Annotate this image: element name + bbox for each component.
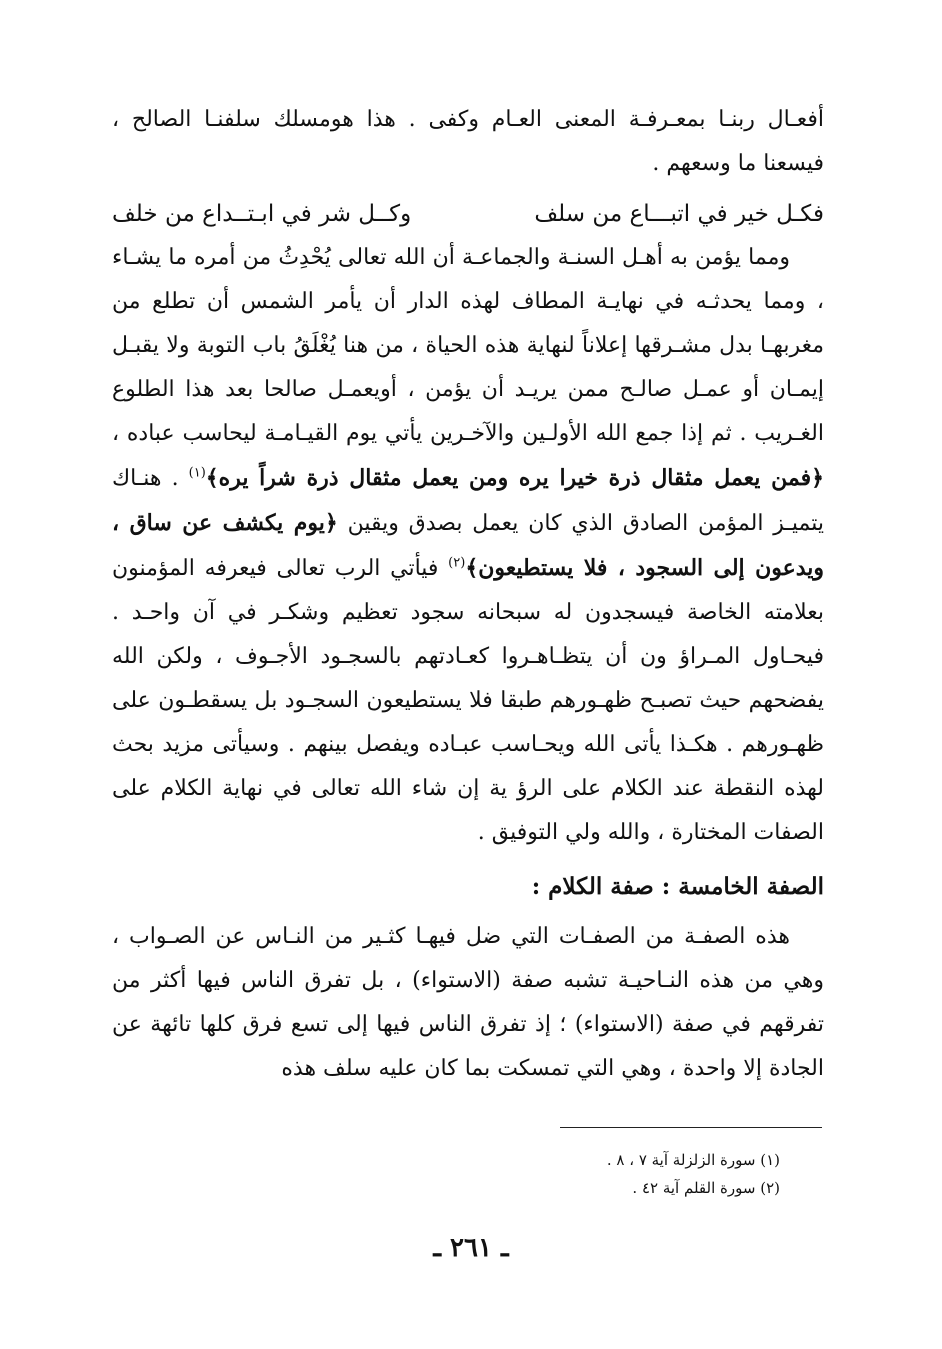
paragraph-3: هذه الصفـة من الصفـات التي ضل فيهـا كثـير من النـاس عن الصـواب ، وهي من هذه النـاحيـة تشبه صفة (الاستواء) ، بل تفرق الناس فيها أكثر من تفرقهم في صفة (الاستواء) ؛ إذ تفرق الناس فيها إلى تسع فرق كلها تائهة عن الجادة إلا واحدة ، وهي التي تمسكت بما كان عليه سلف هذه: [112, 924, 824, 1081]
poem-hemistich-2: وكــل شر في ابـتــداع من خلف: [112, 201, 412, 227]
quran-quote-2: ﴿يوم يكشف عن ساق ، ويدعون إلى السجود ، فلا يستطيعون﴾: [112, 510, 825, 581]
paragraph-2: [112, 236, 824, 855]
paragraph-1: أفعـال ربنـا بمعـرفـة المعنى العـام وكفى . هذا هومسلك سلفنـا الصالح ، فيسعنا ما وسعهم .: [112, 107, 824, 176]
paragraph-2-part-3: فيأتي الرب تعالى فيعرفه المؤمنون بعلامته الخاصة فيسجدون له سبحانه سجود تعظيم وشكـر في آن واحـد . فيحـاول المـراؤ ون أن يتظـاهـروا كعـادتهم بالسجـود الأجـوف ، ولكن الله يفضحهم حيث تصبـح ظهـورهم طبقا فلا يستطيعون السجـود بل يسقطـون على ظهـورهم . هكـذا يأتى الله ويحـاسب عبـاده ويفصل بينهم . وسيأتى مزيد بحث لهذه النقطة عند الكلام على الرؤ ية إن شاء الله تعالى في نهاية الكلام على الصفات المختارة ، والله ولي التوفيق .: [112, 556, 825, 845]
page-number: ـ ٢٦١ ـ: [433, 1233, 509, 1263]
poem-verse: [112, 192, 824, 236]
footnotes: [400, 1146, 780, 1202]
poem-hemistich-1: فكـل خير في اتبـــاع من سلف: [534, 201, 824, 227]
footnote-2: (٢) سورة القلم آية ٤٢ .: [632, 1179, 780, 1197]
footnote-ref-1: (١): [188, 465, 206, 481]
paragraph-2-part-1: ومما يؤمن به أهـل السنـة والجماعـة أن الله تعالى يُحْدِثُ من أمره ما يشـاء ، ومما يحدثـه في نهايـة المطاف لهذه الدار أن يأمر الشمس أن تطلع من مغربهـا بدل مشـرقها إعلاناً لنهاية هذه الحياة ، من هنا يُغْلَقُ باب التوبة ولا يقبـل إيمـان أو عمـل صالـح ممن يريـد أن يؤمن ، أويعمـل صالحا بعد هذا الطلوع الغـريب . ثم إذا جمع الله الأولـين والآخـرين يأتي يوم القيـامـة ليحاسب عباده ،: [112, 245, 824, 446]
section-heading: الصفة الخامسة : صفة الكلام :: [531, 873, 824, 900]
quran-quote-1: ﴿فمن يعمل مثقال ذرة خيرا يره ومن يعمل مثقال ذرة شراً يره﴾: [205, 465, 824, 491]
footnote-ref-2: (٢): [448, 555, 466, 571]
footnote-divider: [560, 1127, 822, 1128]
main-text: [112, 98, 824, 1091]
paragraph-2-part-2: . هنـاك يتميـز المؤمن الصادق الذي كان يعمل بصدق ويقين: [112, 466, 824, 536]
footnote-1: (١) سورة الزلزلة آية ٧ ، ٨ .: [606, 1151, 780, 1169]
